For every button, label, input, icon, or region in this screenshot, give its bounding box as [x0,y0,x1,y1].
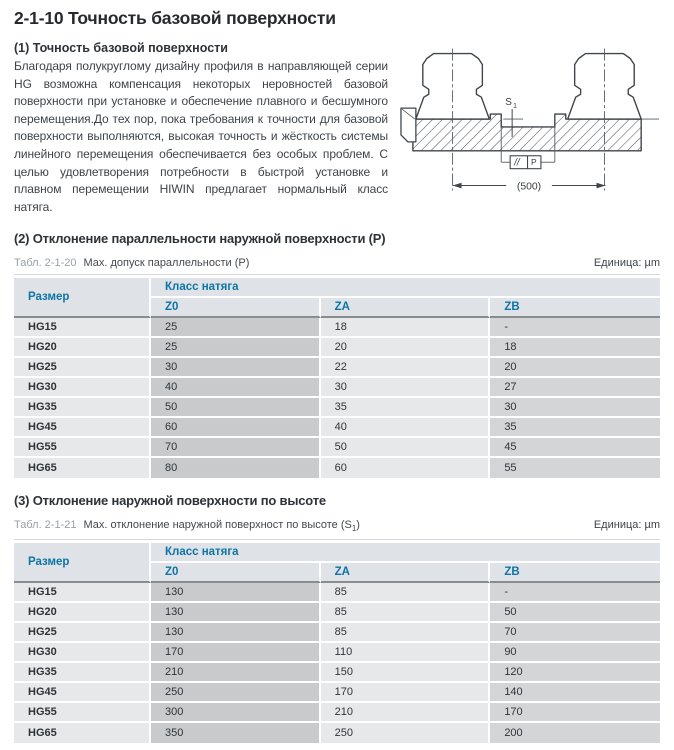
intro-section [14,41,660,216]
table-row [14,583,660,603]
table-row [14,643,660,663]
table-cell: 170 [151,643,321,663]
row-label: HG45 [14,418,151,438]
table-header-group-row [14,543,660,563]
table-cell: 45 [490,438,660,458]
table-cell: 50 [490,603,660,623]
table-row [14,338,660,358]
column-header-zb: ZB [490,298,660,318]
row-label: HG25 [14,623,151,643]
table-2-caption-text: Мах. отклонение наружной поверхност по высоте (S [83,519,352,532]
row-label: HG30 [14,378,151,398]
table-cell: 60 [321,458,491,478]
table-cell: 50 [321,438,491,458]
table-header-group-row [14,278,660,298]
column-header-size: Размер [14,278,151,318]
row-label: HG35 [14,398,151,418]
table-cell: - [490,583,660,603]
row-label: HG15 [14,318,151,338]
section-2-heading: (2) Отклонение параллельности наружной поверхности (P) [14,231,386,247]
section-2 [14,231,660,478]
height-deviation-table [14,543,660,743]
rail-cross-section-diagram [398,41,664,216]
table-cell: 40 [321,418,491,438]
s1-label: S [505,97,512,109]
table-cell: 90 [490,643,660,663]
table-2-caption-close: ) [356,519,360,532]
parallelism-tolerance-table [14,278,660,478]
row-label: HG65 [14,458,151,478]
table-row [14,683,660,703]
table-row [14,623,660,643]
table-cell: 110 [321,643,491,663]
row-label: HG25 [14,358,151,378]
row-label: HG20 [14,338,151,358]
table-cell: 250 [321,723,491,743]
table-2-caption-row [14,519,660,539]
table-cell: 85 [321,583,491,603]
table-cell: 18 [490,338,660,358]
intro-text-column [14,41,388,216]
table-cell: 22 [321,358,491,378]
table-row [14,378,660,398]
section-3-heading: (3) Отклонение наружной поверхности по высоте [14,493,326,509]
column-header-preload-class: Класс натяга [151,543,660,563]
column-header-preload-class: Класс натяга [151,278,660,298]
section-1-heading: (1) Точность базовой поверхности [14,41,228,55]
table-1-caption-row [14,257,660,275]
row-label: HG65 [14,723,151,743]
table-row [14,723,660,743]
row-label: HG30 [14,643,151,663]
dimension-arrow-left [453,183,462,189]
table-row [14,438,660,458]
column-header-z0: Z0 [151,563,321,583]
table-cell: 130 [151,583,321,603]
table-cell: 300 [151,703,321,723]
table-cell: 130 [151,603,321,623]
row-label: HG55 [14,703,151,723]
table-1-number: Табл. 2-1-20 [14,257,77,270]
table-cell: 170 [490,703,660,723]
table-cell: 140 [490,683,660,703]
table-row [14,398,660,418]
s1-label-subscript: 1 [513,103,517,111]
table-cell: 50 [151,398,321,418]
table-cell: - [490,318,660,338]
table-cell: 25 [151,318,321,338]
column-header-za: ZA [321,563,491,583]
table-1-caption: Мах. допуск параллельности (P) [83,257,250,270]
table-cell: 30 [321,378,491,398]
table-cell: 350 [151,723,321,743]
dimension-label-500: (500) [516,181,542,193]
table-cell: 60 [151,418,321,438]
table-2-caption [83,519,359,533]
table-cell: 35 [490,418,660,438]
table-cell: 30 [151,358,321,378]
table-cell: 20 [321,338,491,358]
table-row [14,603,660,623]
table-cell: 55 [490,458,660,478]
table-cell: 35 [321,398,491,418]
table-cell: 200 [490,723,660,743]
table-cell: 150 [321,663,491,683]
table-row [14,703,660,723]
table-cell: 130 [151,623,321,643]
table-cell: 210 [321,703,491,723]
table-row [14,418,660,438]
table-cell: 120 [490,663,660,683]
table-2-caption-subscript: 1 [351,524,357,534]
table-cell: 30 [490,398,660,418]
datum-letter: P [531,157,537,168]
table-cell: 70 [151,438,321,458]
table-cell: 250 [151,683,321,703]
row-label: HG55 [14,438,151,458]
table-cell: 80 [151,458,321,478]
table-cell: 27 [490,378,660,398]
table-cell: 70 [490,623,660,643]
parallelism-symbol: // [514,157,520,169]
column-header-za: ZA [321,298,491,318]
row-label: HG45 [14,683,151,703]
table-cell: 18 [321,318,491,338]
table-cell: 20 [490,358,660,378]
page-title: 2-1-10 Точность базовой поверхности [14,8,336,28]
table-2-number: Табл. 2-1-21 [14,519,77,532]
table-row [14,458,660,478]
column-header-size: Размер [14,543,151,583]
section-1-paragraph: Благодаря полукруглому дизайну профиля в направляющей серии HG возможна компенсация некоторых неровностей базовой поверхности при установке и обеспечение плавного и бесшумного перемещения.До тех пор, пока требования к точности для базовой поверхности выполняются, высокая точность и жёсткость системы линейного перемещения обеспечивается без особых проблем. С целью удовлетворения потребности в быстрой установке и плавном перемещении HIWIN предлагает нормальный класс натяга. [14,59,388,214]
table-cell: 210 [151,663,321,683]
table-cell: 85 [321,623,491,643]
side-clamp [401,108,416,142]
table-1-unit-label: Единица: µm [593,257,660,270]
table-cell: 170 [321,683,491,703]
row-label: HG20 [14,603,151,623]
row-label: HG35 [14,663,151,683]
table-row [14,318,660,338]
table-row [14,663,660,683]
table-cell: 25 [151,338,321,358]
table-cell: 85 [321,603,491,623]
column-header-zb: ZB [490,563,660,583]
row-label: HG15 [14,583,151,603]
table-row [14,358,660,378]
section-3 [14,493,660,742]
table-2-unit-label: Единица: µm [593,519,660,532]
technical-drawing [398,45,664,205]
table-cell: 40 [151,378,321,398]
column-header-z0: Z0 [151,298,321,318]
